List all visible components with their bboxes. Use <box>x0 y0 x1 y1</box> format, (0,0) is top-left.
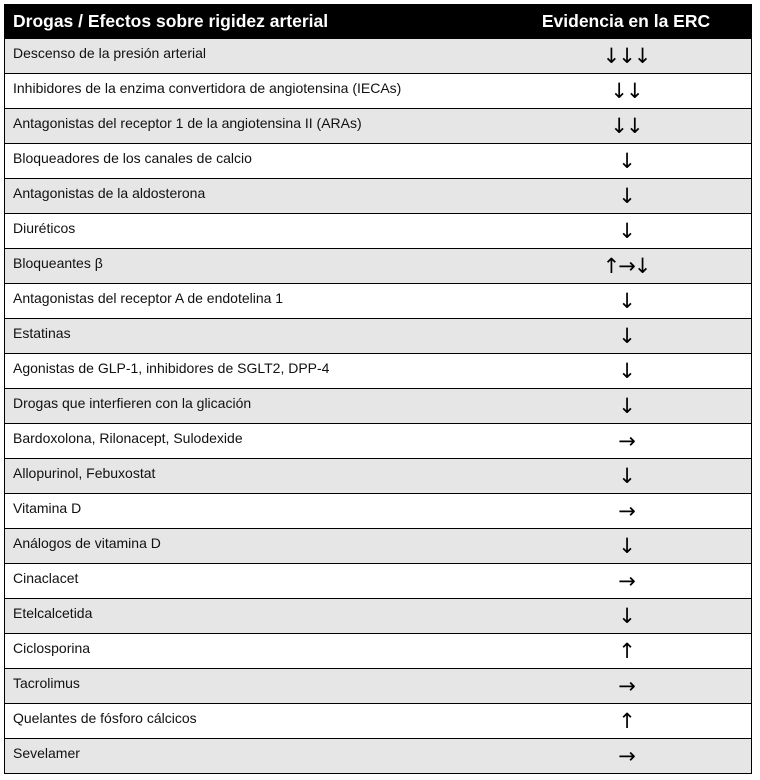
drug-cell: Inhibidores de la enzima convertidora de angiotensina (IECAs) <box>13 80 402 96</box>
evidence-arrow-cell: ↓ <box>618 534 634 558</box>
table-row <box>5 738 751 773</box>
drug-cell: Estatinas <box>13 325 71 341</box>
evidence-arrow-cell: ↓ <box>618 394 634 418</box>
table-row <box>5 703 751 738</box>
evidence-arrow-cell: ↓ <box>618 219 634 243</box>
drug-cell: Drogas que interfieren con la glicación <box>13 395 252 411</box>
evidence-arrow-cell: ↓ <box>618 149 634 173</box>
table-row <box>5 528 751 563</box>
drug-cell: Bardoxolona, Rilonacept, Sulodexide <box>13 430 243 446</box>
evidence-arrow-cell: ↑ <box>618 639 634 663</box>
drug-cell: Tacrolimus <box>13 675 80 691</box>
drug-cell: Descenso de la presión arterial <box>13 45 206 61</box>
table-header <box>5 5 751 38</box>
evidence-arrow-cell: ↓↓↓ <box>602 44 650 68</box>
evidence-arrow-cell: ↓ <box>618 289 634 313</box>
table-row <box>5 38 751 73</box>
drug-cell: Etelcalcetida <box>13 605 93 621</box>
table-row <box>5 73 751 108</box>
evidence-arrow-cell: → <box>618 744 634 768</box>
drug-cell: Antagonistas del receptor 1 de la angiotensina II (ARAs) <box>13 115 362 131</box>
table-row <box>5 248 751 283</box>
table-row <box>5 493 751 528</box>
table-row <box>5 108 751 143</box>
drug-cell: Quelantes de fósforo cálcicos <box>13 710 197 726</box>
table-row <box>5 668 751 703</box>
evidence-arrow-cell: ↓ <box>618 604 634 628</box>
drug-cell: Allopurinol, Febuxostat <box>13 465 156 481</box>
drug-cell: Diuréticos <box>13 220 76 236</box>
drug-cell: Antagonistas del receptor A de endotelina 1 <box>13 290 284 306</box>
table-row <box>5 388 751 423</box>
table-row <box>5 353 751 388</box>
evidence-arrow-cell: ↑ <box>618 709 634 733</box>
table-row <box>5 563 751 598</box>
drug-cell: Bloqueantes β <box>13 255 103 271</box>
drug-cell: Vitamina D <box>13 500 82 516</box>
drug-cell: Bloqueadores de los canales de calcio <box>13 150 252 166</box>
drug-cell: Análogos de vitamina D <box>13 535 161 551</box>
drug-cell: Ciclosporina <box>13 640 91 656</box>
table-row <box>5 283 751 318</box>
table-row <box>5 633 751 668</box>
table-row <box>5 213 751 248</box>
table-row <box>5 318 751 353</box>
evidence-arrow-cell: → <box>618 499 634 523</box>
table-row <box>5 458 751 493</box>
header-drugs: Drogas / Efectos sobre rigidez arterial <box>13 11 329 31</box>
evidence-arrow-cell: → <box>618 429 634 453</box>
table-row <box>5 423 751 458</box>
evidence-arrow-cell: ↑→↓ <box>602 254 650 278</box>
header-evidence: Evidencia en la ERC <box>541 11 711 31</box>
drug-cell: Antagonistas de la aldosterona <box>13 185 206 201</box>
drug-cell: Cinaclacet <box>13 570 79 586</box>
drug-cell: Sevelamer <box>13 745 80 761</box>
table-row <box>5 143 751 178</box>
evidence-arrow-cell: ↓ <box>618 464 634 488</box>
table-row <box>5 178 751 213</box>
evidence-arrow-cell: → <box>618 674 634 698</box>
evidence-arrow-cell: ↓ <box>618 324 634 348</box>
evidence-arrow-cell: ↓↓ <box>610 79 642 103</box>
drug-evidence-table <box>4 4 752 774</box>
drug-cell: Agonistas de GLP-1, inhibidores de SGLT2, DPP-4 <box>13 360 330 376</box>
table-body <box>5 38 751 773</box>
evidence-arrow-cell: → <box>618 569 634 593</box>
evidence-arrow-cell: ↓ <box>618 184 634 208</box>
evidence-arrow-cell: ↓ <box>618 359 634 383</box>
evidence-arrow-cell: ↓↓ <box>610 114 642 138</box>
table-row <box>5 598 751 633</box>
